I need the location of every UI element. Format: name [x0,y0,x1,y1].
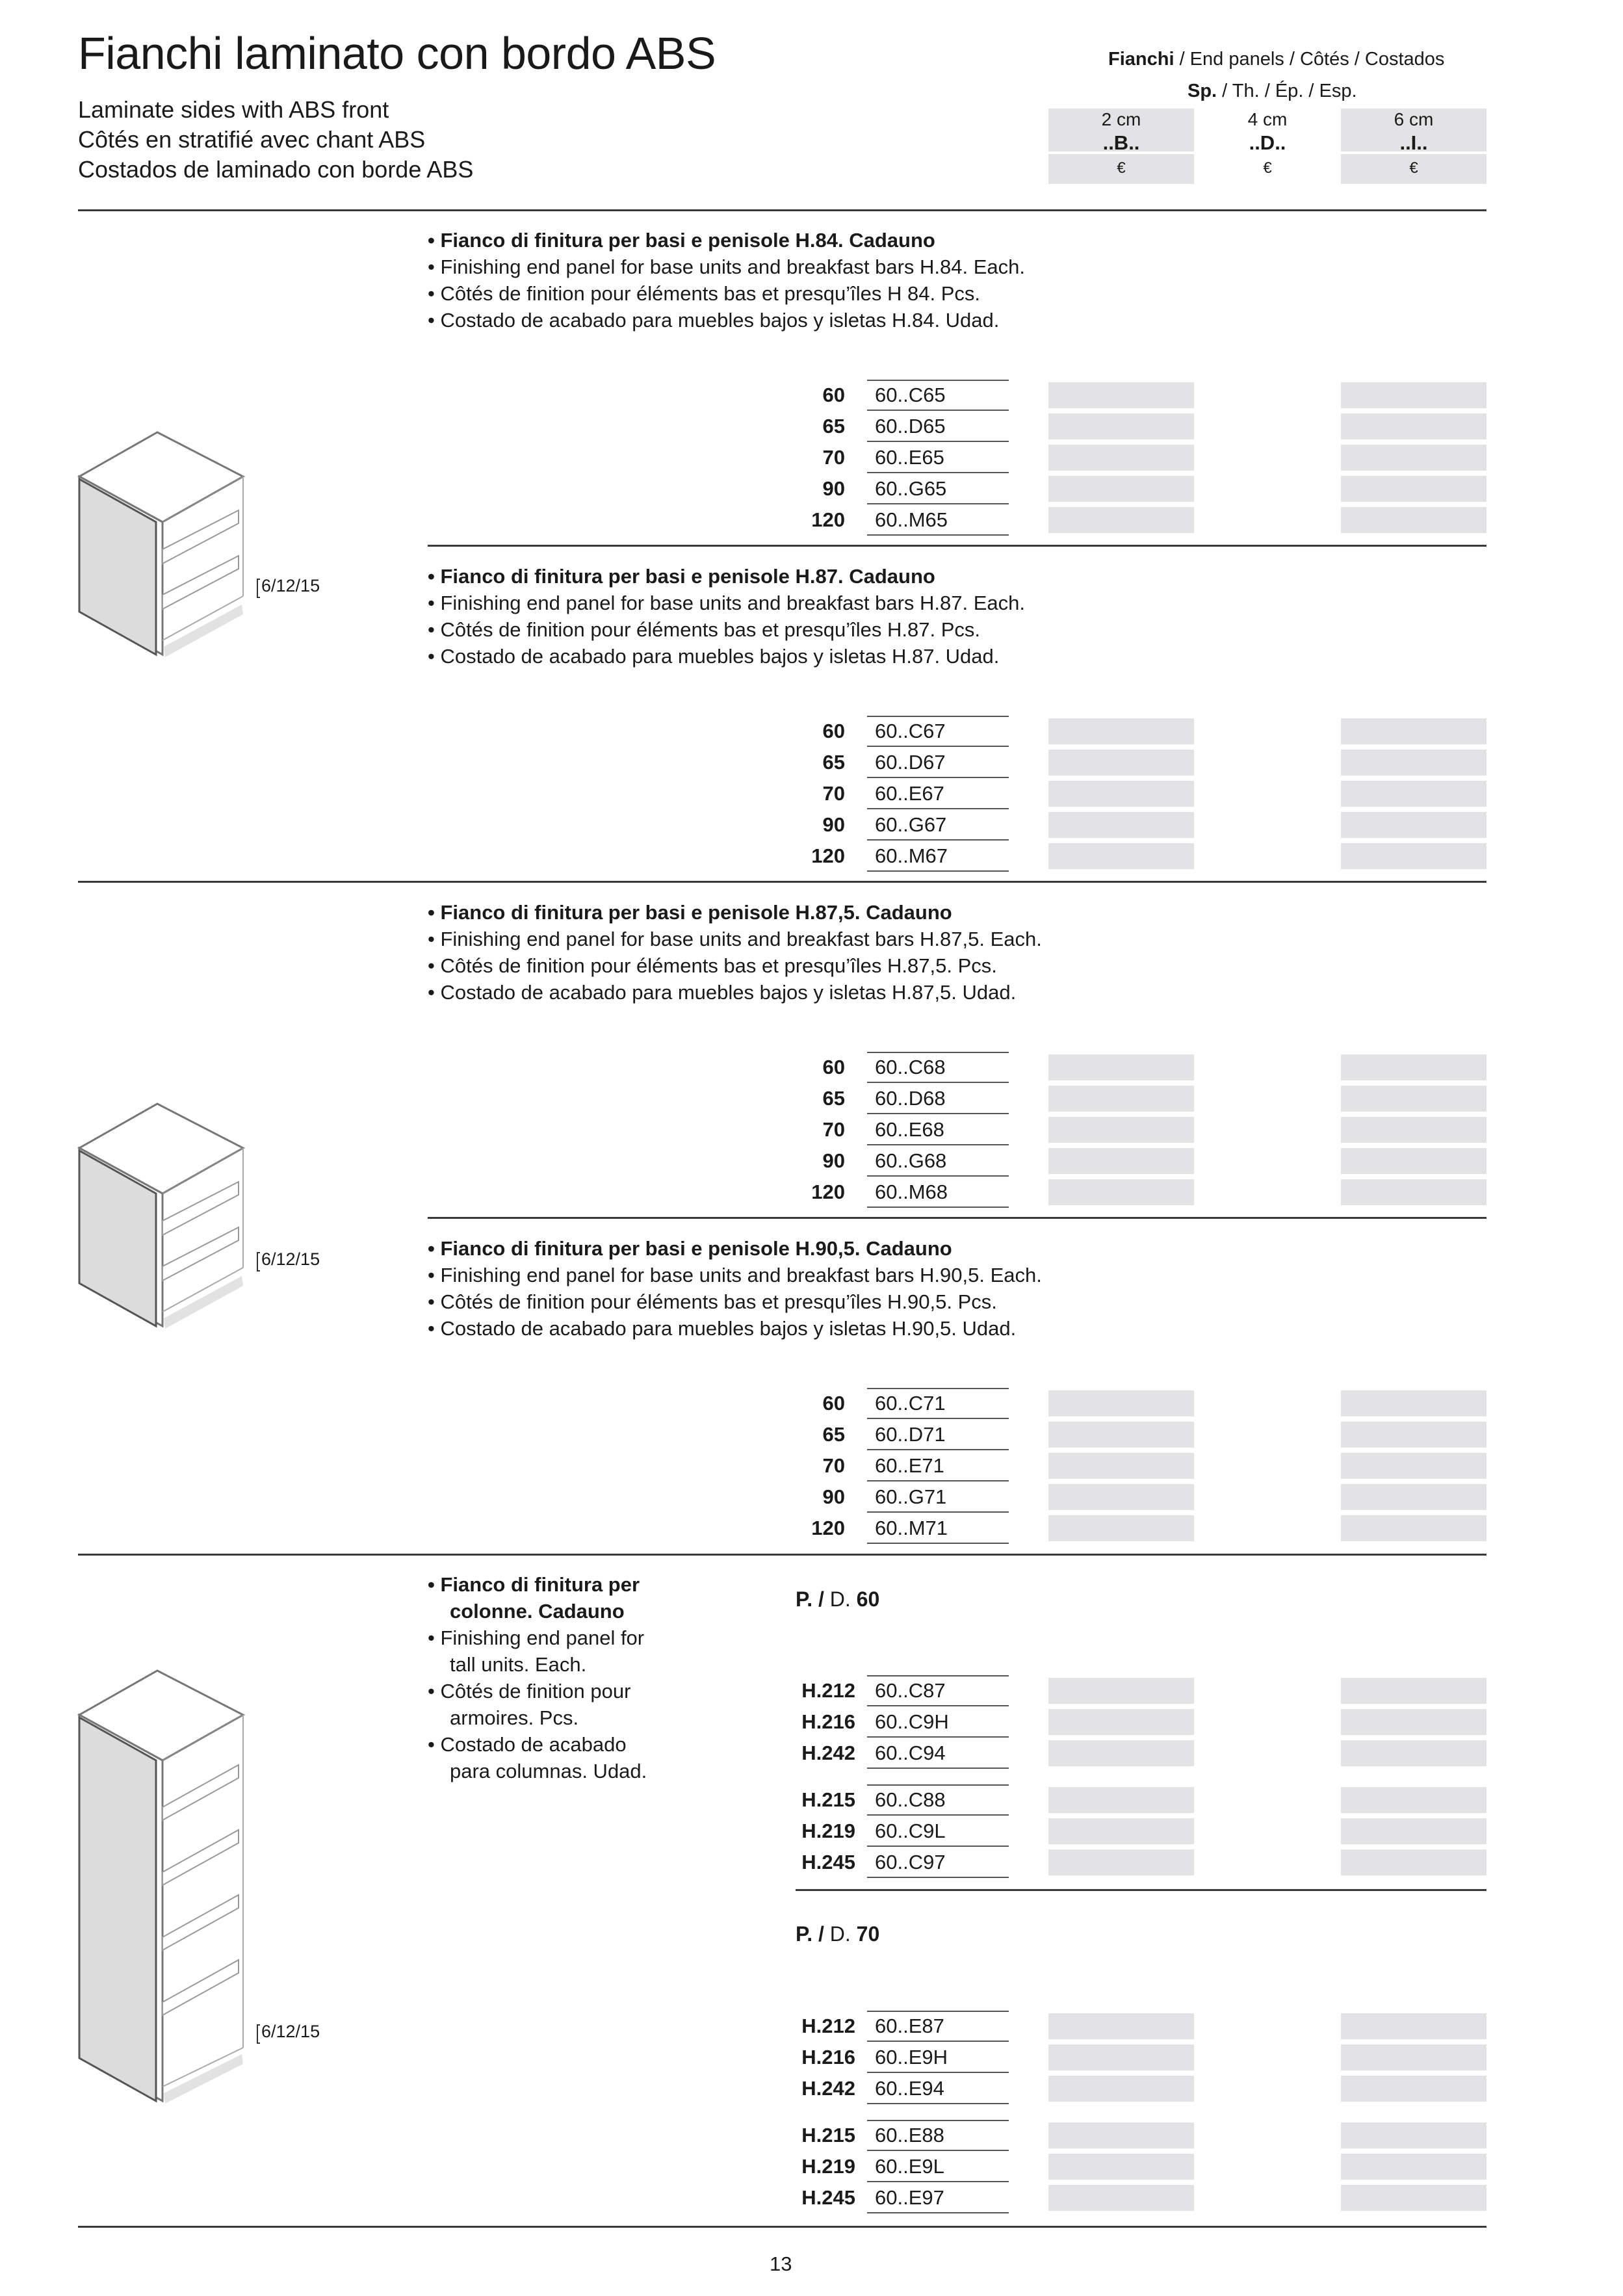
row-code: 60..C9H [875,1710,949,1733]
depth-label-60: P. / D. 60 [796,1587,880,1611]
row-size: 90 [822,1485,845,1508]
price-cell [1048,718,1194,744]
row-size: 70 [822,446,845,469]
price-cell [1341,2122,1487,2148]
row-code: 60..G71 [875,1485,947,1508]
row-underline [867,1705,1009,1706]
price-cell [1341,413,1487,439]
row-underline [867,1113,1009,1114]
row-underline [867,534,1009,536]
row-code: 60..M71 [875,1517,948,1539]
price-cell [1048,1117,1194,1143]
row-underline [867,2181,1009,2182]
price-cell [1341,1818,1487,1844]
price-cell [1341,781,1487,807]
row-size: H.245 [801,1851,855,1873]
row-underline [867,1784,1009,1786]
price-cell [1048,1849,1194,1875]
price-cell [1048,2044,1194,2070]
row-underline [867,1388,1009,1389]
row-size: 60 [822,384,845,406]
row-code: 60..C88 [875,1788,946,1811]
section-divider [428,545,1487,547]
row-underline [867,2072,1009,2073]
section-divider [78,2226,1487,2228]
row-underline [867,1418,1009,1419]
price-cell [1048,2076,1194,2102]
price-cell [1341,1678,1487,1704]
price-cell [1048,476,1194,502]
row-underline [867,472,1009,473]
row-underline [867,1675,1009,1676]
price-cell [1048,1453,1194,1479]
col2-code: ..D.. [1249,131,1286,154]
price-cell [1048,445,1194,471]
row-size: 70 [822,1454,845,1477]
row-code: 60..E94 [875,2077,944,2100]
col3-thickness: 6 cm [1394,109,1434,129]
page-title: Fianchi laminato con bordo ABS [78,28,716,79]
row-code: 60..G65 [875,477,947,500]
row-code: 60..D71 [875,1423,946,1446]
row-size: H.215 [801,2124,855,2146]
price-cell [1341,1787,1487,1813]
row-code: 60..E9H [875,2046,948,2068]
price-cell [1048,1484,1194,1510]
col2-thickness: 4 cm [1247,109,1288,129]
row-size: 120 [811,508,845,531]
price-cell [1341,1453,1487,1479]
row-code: 60..C65 [875,384,946,406]
row-underline [867,777,1009,778]
row-code: 60..E88 [875,2124,944,2146]
price-cell [1048,843,1194,869]
price-cell [1341,1086,1487,1112]
price-cell [1048,1678,1194,1704]
page-number: 13 [770,2252,792,2275]
price-cell [1341,382,1487,408]
subtitle-en: Laminate sides with ABS front [78,96,389,123]
row-underline [867,1814,1009,1816]
columns-description: • Fianco di finitura per colonne. Cadauno • Finishing end panel for tall units. Each. • Côtés de finition pour armoires. Pcs. • Costado de acabado para columnas. Udad. [428,1573,647,1782]
row-size: 70 [822,1118,845,1141]
row-code: 60..E87 [875,2015,944,2037]
price-cell [1341,445,1487,471]
measure-label: 6/12/15 [261,1249,320,1269]
price-cell [1048,413,1194,439]
row-underline [867,746,1009,747]
row-underline [867,503,1009,504]
row-underline [867,716,1009,717]
row-underline [867,1052,1009,1053]
price-cell [1048,1054,1194,1080]
row-underline [867,808,1009,809]
price-cell [1341,1422,1487,1448]
row-size: 70 [822,782,845,805]
row-size: 60 [822,1392,845,1415]
row-size: 65 [822,1423,845,1446]
subtitle-es: Costados de laminado con borde ABS [78,156,474,183]
row-size: H.216 [801,2046,855,2068]
price-cell [1341,1148,1487,1174]
row-size: 120 [811,844,845,867]
row-underline [867,1543,1009,1544]
row-size: 90 [822,813,845,836]
row-underline [867,1768,1009,1769]
row-underline [867,2041,1009,2042]
price-cell [1048,812,1194,838]
price-cell [1341,812,1487,838]
price-cell [1341,507,1487,533]
row-code: 60..G68 [875,1149,947,1172]
subtitle-fr: Côtés en stratifié avec chant ABS [78,126,426,153]
col3-code: ..I.. [1399,131,1428,154]
price-cell [1048,1148,1194,1174]
thickness-header: Sp. / Th. / Ép. / Esp. [1188,81,1357,101]
price-cell [1341,476,1487,502]
section-divider [78,1554,1487,1556]
row-size: H.219 [801,2155,855,2178]
row-size: H.219 [801,1820,855,1842]
section-divider [796,1889,1487,1891]
price-cell [1048,781,1194,807]
price-cell [1341,1117,1487,1143]
row-underline [867,1877,1009,1878]
section-description: • Fianco di finitura per basi e penisole H.90,5. Cadauno • Finishing end panel for base units and breakfast bars H.90,5. Each. • Côtés de finition pour éléments bas et presqu’îles H.90,5. Pcs. • Costado de acabado para muebles bajos y isletas H.90,5. Udad. [428,1235,1042,1342]
price-cell [1048,2122,1194,2148]
row-underline [867,1207,1009,1208]
fianchi-header: Fianchi / End panels / Côtés / Costados [1108,49,1445,70]
section-divider [428,1217,1487,1219]
row-size: H.215 [801,1788,855,1811]
price-cell [1048,1390,1194,1416]
row-code: 60..C87 [875,1679,946,1702]
row-size: H.212 [801,2015,855,2037]
price-cell [1341,1484,1487,1510]
row-code: 60..E71 [875,1454,944,1477]
price-cell [1048,1818,1194,1844]
row-underline [867,839,1009,841]
row-code: 60..D68 [875,1087,946,1110]
row-underline [867,410,1009,411]
row-size: 90 [822,477,845,500]
row-size: H.245 [801,2186,855,2209]
price-cell [1341,750,1487,776]
row-underline [867,380,1009,381]
measure-label: 6/12/15 [261,576,320,595]
row-code: 60..C9L [875,1820,946,1842]
price-cell [1048,2154,1194,2180]
price-cell [1341,718,1487,744]
col1-currency: € [1117,159,1126,177]
row-underline [867,2120,1009,2121]
row-underline [867,2150,1009,2151]
base-cabinet-illustration-1 [73,426,255,673]
price-cell [1341,2076,1487,2102]
row-underline [867,1175,1009,1177]
row-underline [867,2212,1009,2213]
price-cell [1048,1515,1194,1541]
row-size: H.242 [801,1742,855,1764]
row-underline [867,1082,1009,1083]
row-size: H.242 [801,2077,855,2100]
row-size: 65 [822,751,845,774]
price-cell [1341,1740,1487,1766]
row-underline [867,1449,1009,1450]
price-cell [1341,1390,1487,1416]
row-code: 60..E68 [875,1118,944,1141]
section-divider [78,881,1487,883]
row-underline [867,870,1009,872]
price-cell [1048,507,1194,533]
price-cell [1341,1054,1487,1080]
row-underline [867,2103,1009,2104]
price-cell [1048,2013,1194,2039]
price-cell [1341,1515,1487,1541]
row-underline [867,1511,1009,1513]
row-code: 60..G67 [875,813,947,836]
row-size: H.212 [801,1679,855,1702]
price-cell [1341,2185,1487,2211]
price-cell [1341,2013,1487,2039]
row-size: 60 [822,1056,845,1078]
row-code: 60..E9L [875,2155,944,2178]
row-underline [867,1846,1009,1847]
price-cell [1048,1740,1194,1766]
row-underline [867,1480,1009,1481]
price-cell [1341,2044,1487,2070]
base-cabinet-illustration-2 [73,1097,255,1344]
price-cell [1048,750,1194,776]
section-description: • Fianco di finitura per basi e penisole H.84. Cadauno • Finishing end panel for base units and breakfast bars H.84. Each. • Côtés de finition pour éléments bas et presqu’îles H 84. Pcs. • Costado de acabado para muebles bajos y isletas H.84. Udad. [428,227,1025,333]
measure-label: 6/12/15 [261,2022,320,2041]
row-code: 60..D67 [875,751,946,774]
row-underline [867,2011,1009,2012]
row-code: 60..E65 [875,446,944,469]
row-code: 60..M65 [875,508,948,531]
price-cell [1048,1086,1194,1112]
col2-currency: € [1263,159,1272,177]
row-code: 60..C97 [875,1851,946,1873]
section-description: • Fianco di finitura per basi e penisole H.87. Cadauno • Finishing end panel for base units and breakfast bars H.87. Each. • Côtés de finition pour éléments bas et presqu’îles H.87. Pcs. • Costado de acabado para muebles bajos y isletas H.87. Udad. [428,563,1025,670]
price-cell [1048,1422,1194,1448]
row-underline [867,1144,1009,1145]
price-cell [1048,382,1194,408]
price-cell [1048,1179,1194,1205]
row-size: 65 [822,1087,845,1110]
col1-code: ..B.. [1102,131,1140,154]
row-code: 60..E97 [875,2186,944,2209]
row-size: H.216 [801,1710,855,1733]
price-cell [1341,843,1487,869]
price-cell [1341,2154,1487,2180]
section-description: • Fianco di finitura per basi e penisole H.87,5. Cadauno • Finishing end panel for base units and breakfast bars H.87,5. Each. • Côtés de finition pour éléments bas et presqu’îles H.87,5. Pcs. • Costado de acabado para muebles bajos y isletas H.87,5. Udad. [428,899,1042,1006]
row-underline [867,1736,1009,1738]
price-cell [1048,1787,1194,1813]
row-code: 60..M68 [875,1181,948,1203]
col1-thickness: 2 cm [1101,109,1141,129]
price-cell [1341,1179,1487,1205]
row-code: 60..C71 [875,1392,946,1415]
row-size: 90 [822,1149,845,1172]
row-code: 60..C68 [875,1056,946,1078]
price-cell [1341,1709,1487,1735]
price-cell [1048,2185,1194,2211]
depth-label-70: P. / D. 70 [796,1922,880,1946]
row-size: 120 [811,1181,845,1203]
tall-cabinet-illustration [73,1664,255,2113]
row-code: 60..E67 [875,782,944,805]
row-size: 60 [822,720,845,742]
row-code: 60..C67 [875,720,946,742]
row-code: 60..C94 [875,1742,946,1764]
row-code: 60..D65 [875,415,946,437]
price-cell [1048,1709,1194,1735]
row-code: 60..M67 [875,844,948,867]
row-size: 65 [822,415,845,437]
section-divider [78,209,1487,211]
col3-currency: € [1409,159,1418,177]
price-cell [1341,1849,1487,1875]
row-underline [867,441,1009,442]
row-size: 120 [811,1517,845,1539]
